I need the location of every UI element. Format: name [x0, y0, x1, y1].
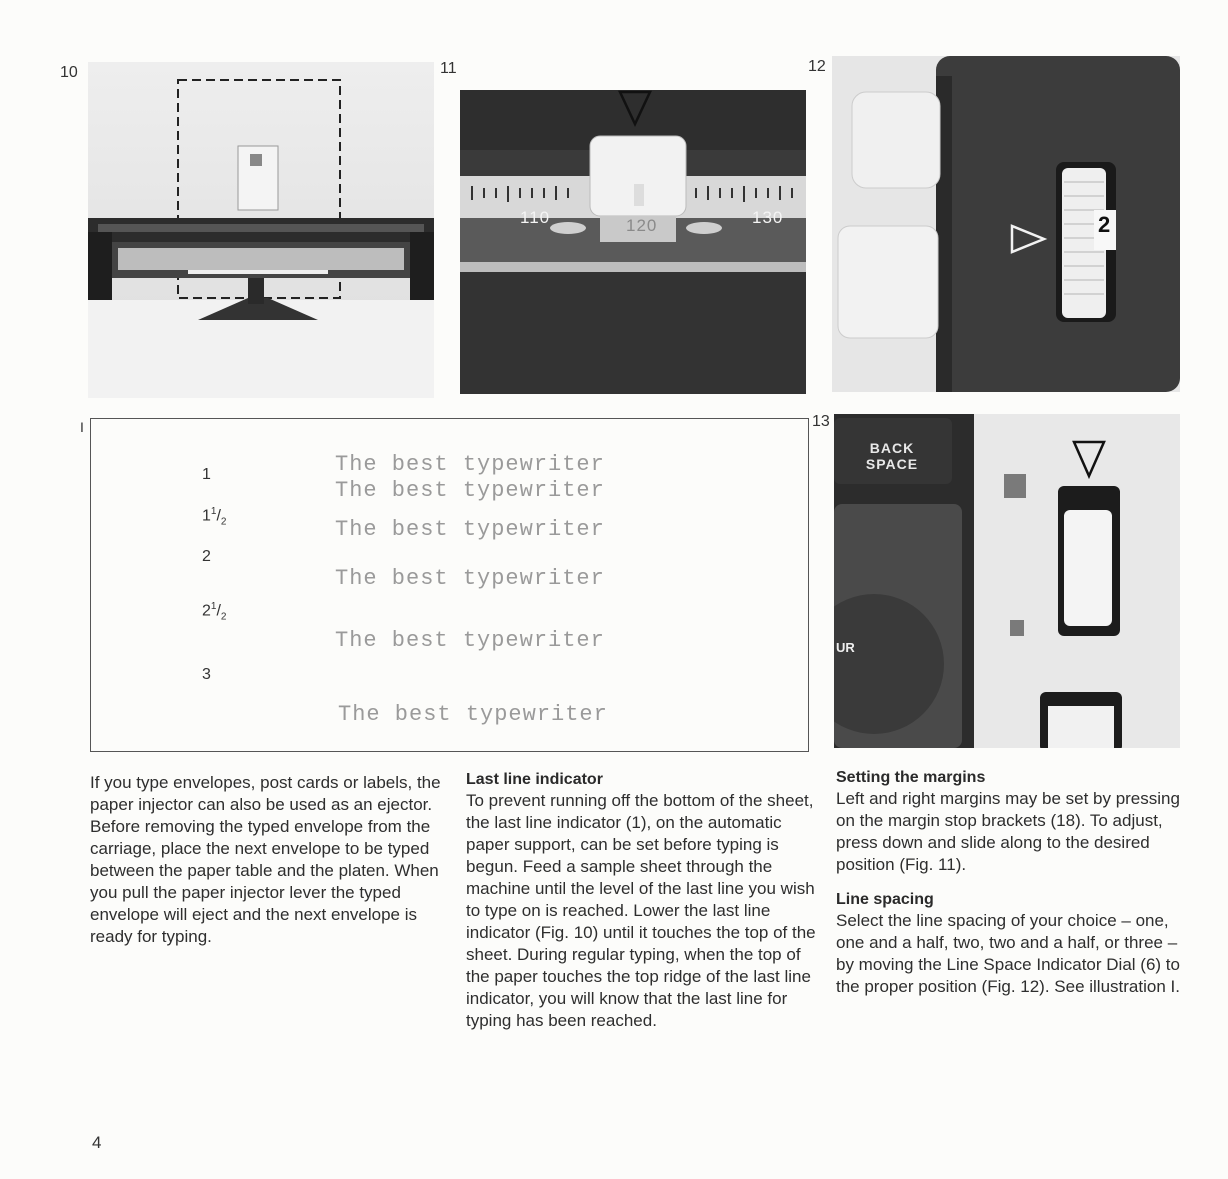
- sample-line-4: The best typewriter: [335, 566, 605, 591]
- spacing-label-3: 3: [202, 666, 211, 683]
- figure-number-10: 10: [60, 64, 78, 81]
- margins-paragraph: Left and right margins may be set by pressing on the margin stop brackets (18). To adjust, press down and slide along to the desired position (Fig. 11).: [836, 789, 1180, 874]
- envelope-paragraph: If you type envelopes, post cards or labels, the paper injector can also be used as an ejector. Before removing the typed envelope from the carriage, place the next envelope to be typed between the paper table and the platen. When you pull the paper injector lever the typed envelope will eject and the next envelope is ready for typing.: [90, 773, 441, 946]
- spacing-label-1-half: $1^1/_2$: [202, 506, 227, 528]
- scale-label-130: 130: [752, 208, 784, 227]
- figure-number-11: 11: [440, 60, 457, 77]
- figure-number-13: 13: [812, 413, 830, 430]
- figure-13-photo: [834, 414, 1180, 748]
- spacing-label-1: 1: [202, 466, 211, 483]
- sample-line-6: The best typewriter: [338, 702, 608, 727]
- spacing-label-2-half: $2^1/_2$: [202, 601, 227, 623]
- backspace-key-label-1: BACK: [869, 440, 915, 456]
- figure-11-photo: [460, 90, 806, 394]
- scale-label-110: 110: [520, 208, 551, 227]
- middle-column: [466, 770, 816, 1032]
- spacing-label-2: 2: [202, 548, 211, 565]
- left-column: [90, 772, 446, 948]
- sample-line-5: The best typewriter: [335, 628, 605, 653]
- backspace-key-label-2: SPACE: [865, 456, 919, 472]
- sample-line-2: The best typewriter: [335, 478, 605, 503]
- scale-label-120: 120: [626, 216, 658, 235]
- margins-heading: Setting the margins: [836, 769, 986, 786]
- figure-10-photo: [88, 62, 434, 398]
- last-line-paragraph: To prevent running off the bottom of the sheet, the last line indicator (1), on the automatic paper support, can be set before typing is begun. Feed a sample sheet through the machine until the level of the last line you wish to type on is reached. Lower the last line indicator (Fig. 10) until it touches the top of the sheet. During regular typing, when the top of the paper touches the top ridge of the last line indicator, you will know that the last line for typing has been reached.: [466, 791, 816, 1030]
- page-number: 4: [92, 1133, 102, 1152]
- right-column: [836, 768, 1186, 998]
- sample-line-3: The best typewriter: [335, 517, 605, 542]
- line-spacing-paragraph: Select the line spacing of your choice – one, one and a half, two, two and a half, or three – by moving the Line Space Indicator Dial (6) to the proper position (Fig. 12). See illustration I.: [836, 911, 1180, 996]
- key-partial-text: UR: [836, 640, 855, 655]
- line-spacing-heading: Line spacing: [836, 891, 934, 908]
- figure-number-12: 12: [808, 58, 826, 75]
- last-line-heading: Last line indicator: [466, 771, 603, 788]
- illustration-marker: I: [80, 419, 84, 435]
- figure-12-photo: [832, 56, 1180, 392]
- sample-line-1: The best typewriter: [335, 452, 605, 477]
- dial-value: 2: [1098, 212, 1111, 237]
